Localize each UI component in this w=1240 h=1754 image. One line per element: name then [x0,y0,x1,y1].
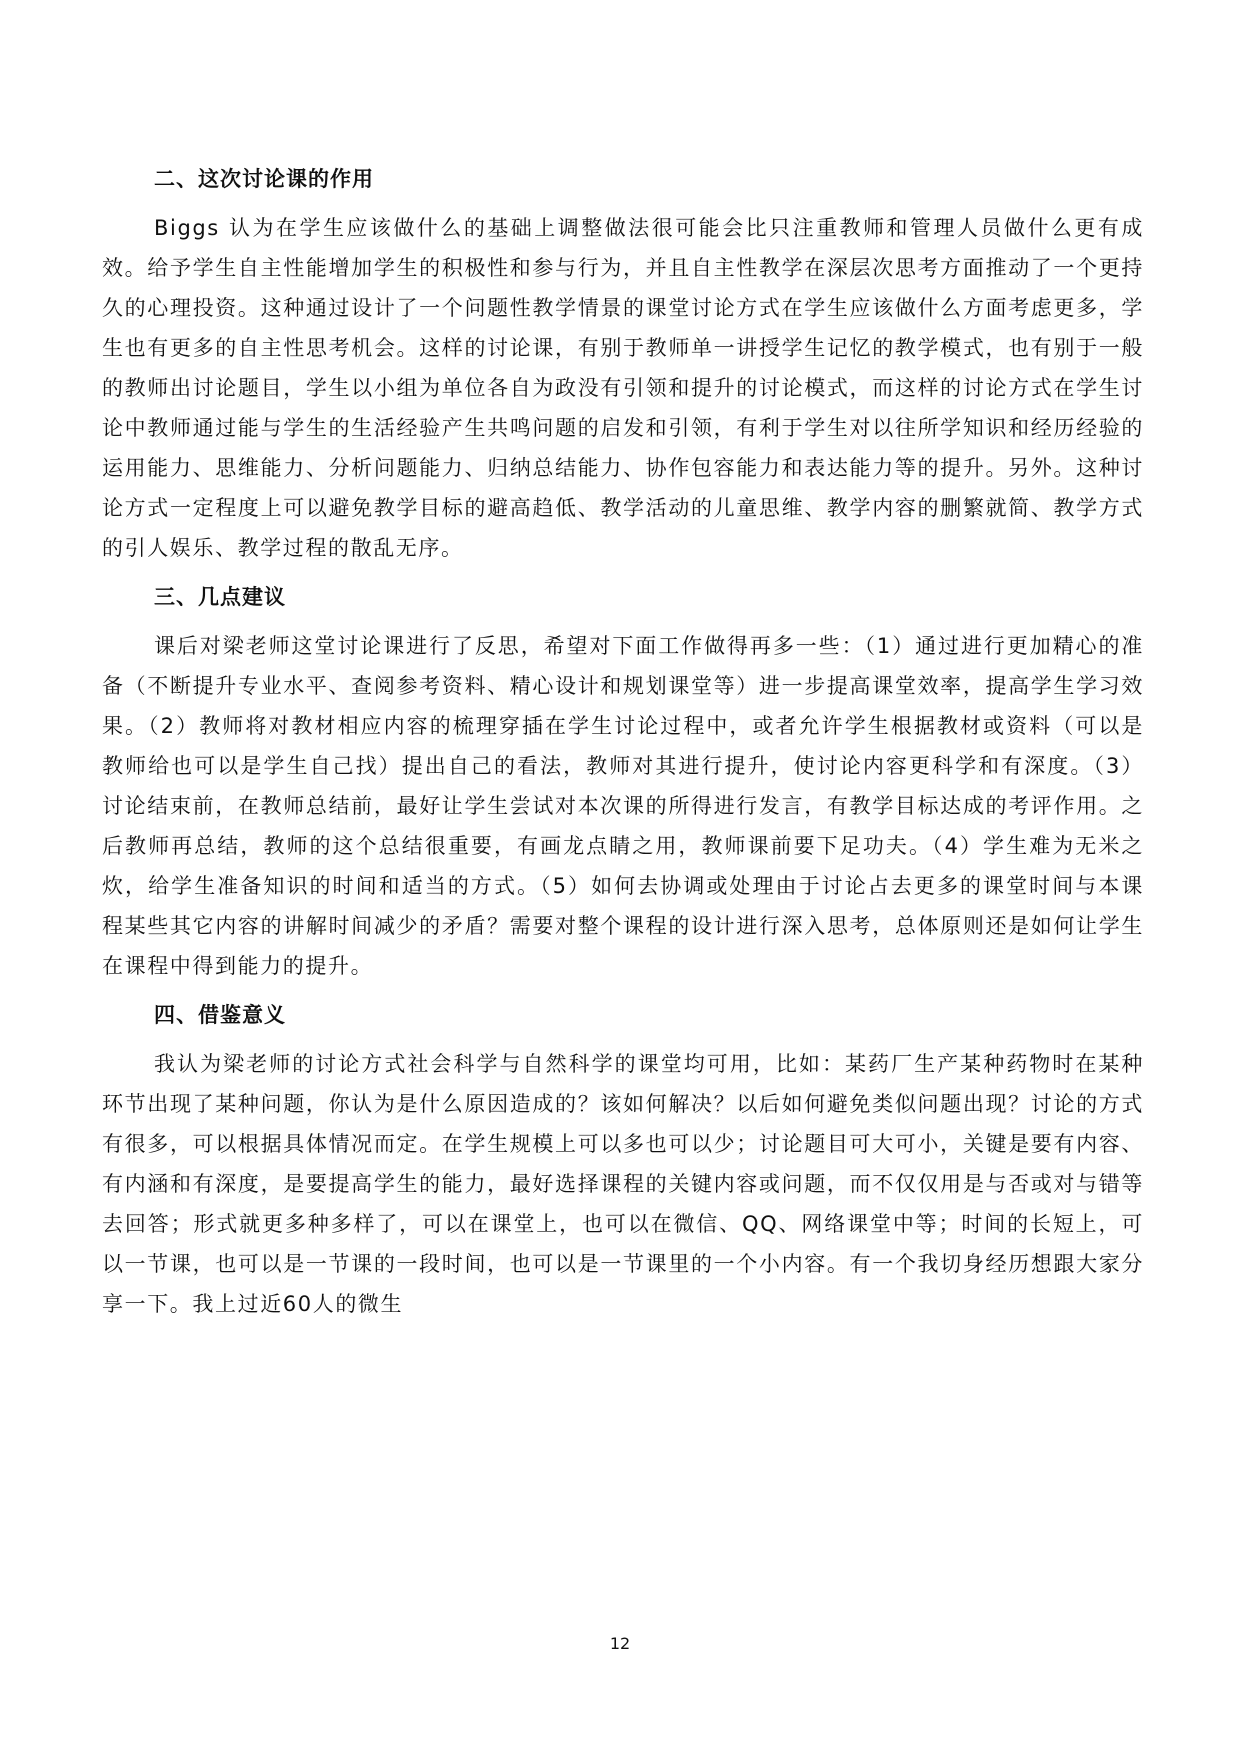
section-heading: 四、借鉴意义 [154,1003,286,1027]
section-effect [102,150,1144,568]
section-heading: 三、几点建议 [154,585,286,609]
document-body [102,150,1144,1324]
section-paragraph: 我认为梁老师的讨论方式社会科学与自然科学的课堂均可用，比如：某药厂生产某种药物时在某种环节出现了某种问题，你认为是什么原因造成的？该如何解决？以后如何避免类似问题出现？讨论的方式有很多，可以根据具体情况而定。在学生规模上可以多也可以少；讨论题目可大可小，关键是要有内容、有内涵和有深度，是要提高学生的能力，最好选择课程的关键内容或问题，而不仅仅用是与否或对与错等去回答；形式就更多种多样了，可以在课堂上，也可以在微信、QQ、网络课堂中等；时间的长短上，可以一节课，也可以是一节课的一段时间，也可以是一节课里的一个小内容。有一个我切身经历想跟大家分享一下。我上过近60人的微生 [102,1052,1144,1316]
section-significance [102,986,1144,1324]
section-paragraph: Biggs 认为在学生应该做什么的基础上调整做法很可能会比只注重教师和管理人员做什么更有成效。给予学生自主性能增加学生的积极性和参与行为，并且自主性教学在深层次思考方面推动了一个更持久的心理投资。这种通过设计了一个问题性教学情景的课堂讨论方式在学生应该做什么方面考虑更多，学生也有更多的自主性思考机会。这样的讨论课，有别于教师单一讲授学生记忆的教学模式，也有别于一般的教师出讨论题目，学生以小组为单位各自为政没有引领和提升的讨论模式，而这样的讨论方式在学生讨论中教师通过能与学生的生活经验产生共鸣问题的启发和引领，有利于学生对以往所学知识和经历经验的运用能力、思维能力、分析问题能力、归纳总结能力、协作包容能力和表达能力等的提升。另外。这种讨论方式一定程度上可以避免教学目标的避高趋低、教学活动的儿童思维、教学内容的删繁就简、教学方式的引人娱乐、教学过程的散乱无序。 [102,216,1144,560]
section-paragraph: 课后对梁老师这堂讨论课进行了反思，希望对下面工作做得再多一些：（1）通过进行更加精心的准备（不断提升专业水平、查阅参考资料、精心设计和规划课堂等）进一步提高课堂效率，提高学生学习效果。（2）教师将对教材相应内容的梳理穿插在学生讨论过程中，或者允许学生根据教材或资料（可以是教师给也可以是学生自己找）提出自己的看法，教师对其进行提升，使讨论内容更科学和有深度。（3）讨论结束前，在教师总结前，最好让学生尝试对本次课的所得进行发言，有教学目标达成的考评作用。之后教师再总结，教师的这个总结很重要，有画龙点睛之用，教师课前要下足功夫。（4）学生难为无米之炊，给学生准备知识的时间和适当的方式。（5）如何去协调或处理由于讨论占去更多的课堂时间与本课程某些其它内容的讲解时间减少的矛盾？需要对整个课程的设计进行深入思考，总体原则还是如何让学生在课程中得到能力的提升。 [102,634,1144,978]
section-heading: 二、这次讨论课的作用 [154,167,374,191]
section-suggestions [102,568,1144,986]
page-number: 12 [609,1634,631,1653]
